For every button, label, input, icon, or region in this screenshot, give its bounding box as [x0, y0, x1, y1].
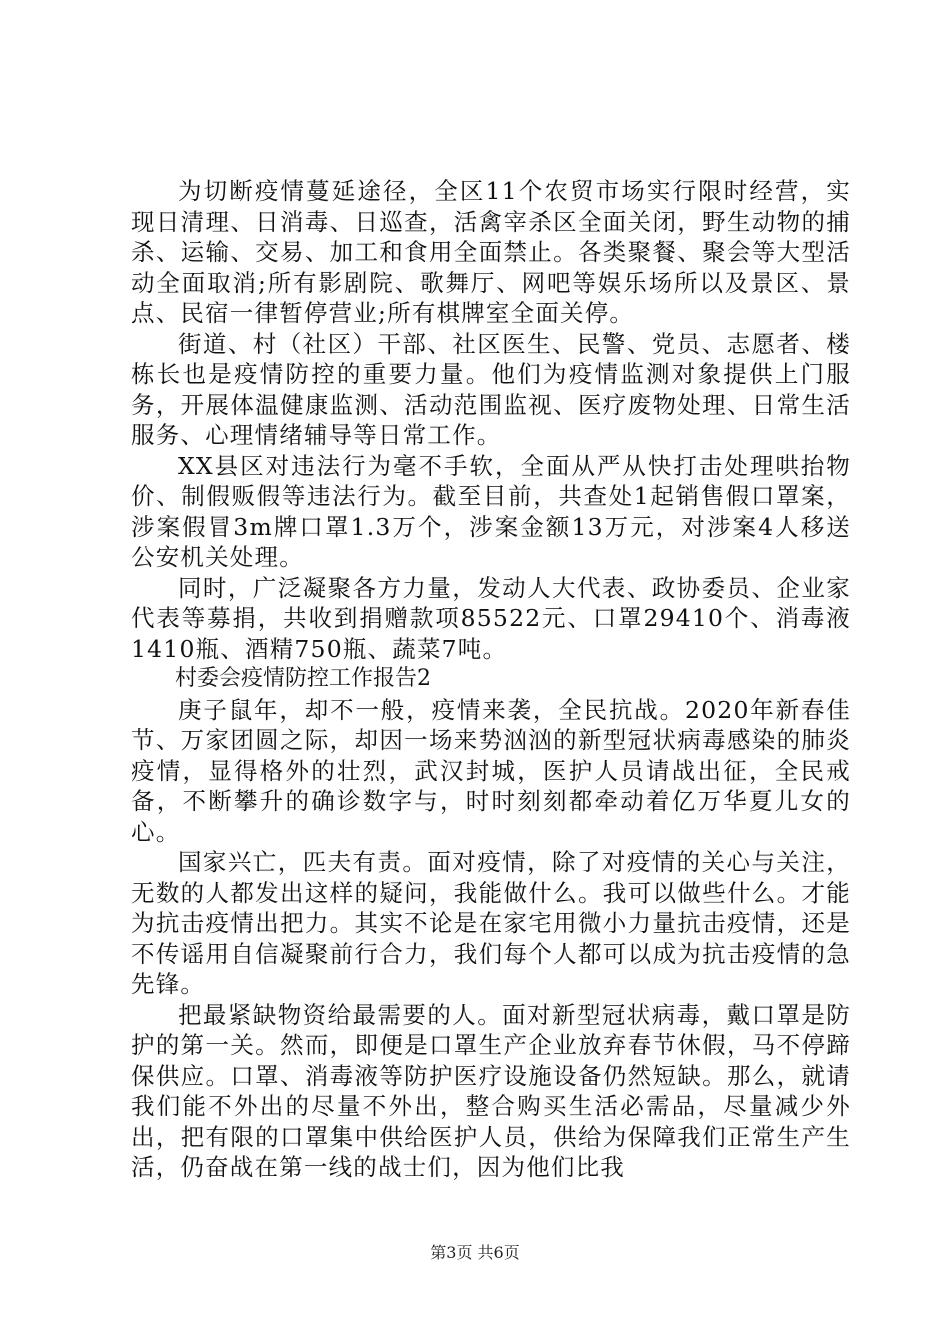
- paragraph-law-enforcement: XX县区对违法行为毫不手软，全面从严从快打击处理哄抬物价、制假贩假等违法行为。截至目前，共查处1起销售假口罩案，涉案假冒3m牌口罩1.3万个，涉案金额13万元，对涉案4人移送公安机关处理。: [131, 451, 851, 571]
- paragraph-donations: 同时，广泛凝聚各方力量，发动人大代表、政协委员、企业家代表等募捐，共收到捐赠款项85522元、口罩29410个、消毒液1410瓶、酒精750瓶、蔬菜7吨。: [131, 573, 851, 663]
- paragraph-responsibility: 国家兴亡，匹夫有责。面对疫情，除了对疫情的关心与关注，无数的人都发出这样的疑问，我能做什么。我可以做些什么。才能为抗击疫情出把力。其实不论是在家宅用微小力量抗击疫情，还是不传谣用自信凝聚前行合力，我们每个人都可以成为抗击疫情的急先锋。: [131, 848, 851, 998]
- paragraph-scarce-supplies: 把最紧缺物资给最需要的人。面对新型冠状病毒，戴口罩是防护的第一关。然而，即便是口罩生产企业放弃春节休假，马不停蹄保供应。口罩、消毒液等防护医疗设施设备仍然短缺。那么，就请我们能不外出的尽量不外出，整合购买生活必需品，尽量减少外出，把有限的口罩集中供给医护人员，供给为保障我们正常生产生活，仍奋战在第一线的战士们，因为他们比我: [131, 1000, 851, 1181]
- section-heading-report-2: 村委会疫情防控工作报告2: [175, 666, 431, 691]
- paragraph-new-year-epidemic: 庚子鼠年，却不一般，疫情来袭，全民抗战。2020年新春佳节、万家团圆之际，却因一场来势汹汹的新型冠状病毒感染的肺炎疫情，显得格外的壮烈，武汉封城，医护人员请战出征，全民戒备，不断攀升的确诊数字与，时时刻刻都牵动着亿万华夏儿女的心。: [131, 695, 851, 846]
- document-body: [131, 176, 851, 1183]
- paragraph-market-control: 为切断疫情蔓延途径，全区11个农贸市场实行限时经营，实现日清理、日消毒、日巡查，活禽宰杀区全面关闭，野生动物的捕杀、运输、交易、加工和食用全面禁止。各类聚餐、聚会等大型活动全面取消;所有影剧院、歌舞厅、网吧等娱乐场所以及景区、景点、民宿一律暂停营业;所有棋牌室全面关停。: [131, 177, 851, 327]
- paragraph-community-workers: 街道、村（社区）干部、社区医生、民警、党员、志愿者、楼栋长也是疫情防控的重要力量。他们为疫情监测对象提供上门服务，开展体温健康监测、活动范围监视、医疗废物处理、日常生活服务、心理情绪辅导等日常工作。: [131, 329, 851, 449]
- page-number-footer: 第3页 共6页: [430, 1243, 520, 1262]
